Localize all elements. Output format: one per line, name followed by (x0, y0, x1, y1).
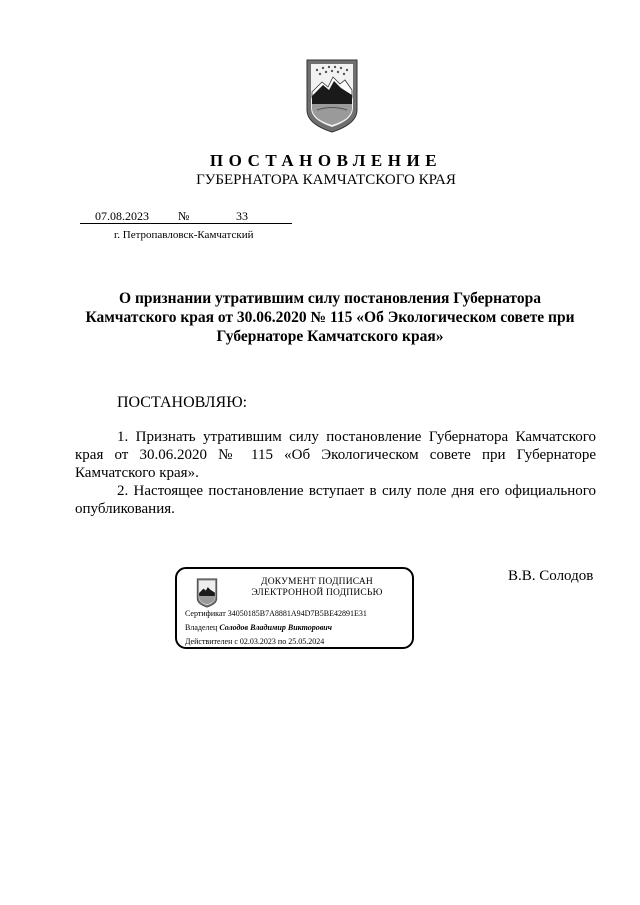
stamp-heading-line-2: ЭЛЕКТРОННОЙ ПОДПИСЬЮ (251, 588, 383, 598)
signer-name: В.В. Солодов (508, 568, 594, 584)
certificate-label: Сертификат (185, 609, 226, 618)
heading-line-2: Камчатского края от 30.06.2020 № 115 «Об Экологическом совете при (85, 309, 575, 326)
stamp-heading (231, 577, 403, 599)
owner-label: Владелец (185, 623, 218, 632)
decree-word: ПОСТАНОВЛЯЮ: (117, 394, 248, 411)
stamp-validity (185, 637, 324, 646)
heading-line-3: Губернаторе Камчатского края» (216, 328, 444, 345)
body-paragraph-1: 1. Признать утратившим силу постановление Губернатора Камчатского края от 30.06.2020 № 115 «Об Экологическом совете при Губернаторе Камчатского края». (75, 429, 596, 481)
document-heading (60, 289, 600, 346)
kamchatka-coat-of-arms-icon (303, 58, 361, 134)
document-body (75, 428, 596, 518)
body-paragraph-2: 2. Настоящее постановление вступает в силу поле дня его официального опубликования. (75, 483, 596, 517)
document-subtitle: ГУБЕРНАТОРА КАМЧАТСКОГО КРАЯ (196, 172, 456, 188)
document-date: 07.08.2023 (95, 209, 149, 223)
electronic-signature-stamp (175, 567, 414, 649)
document-number: 33 (236, 209, 248, 223)
heading-line-1: О признании утратившим силу постановления Губернатора (119, 290, 541, 307)
stamp-heading-line-1: ДОКУМЕНТ ПОДПИСАН (261, 577, 373, 587)
document-city: г. Петропавловск-Камчатский (114, 229, 254, 241)
certificate-value: 34050185B7A8881A94D7B5BE42891E31 (227, 609, 367, 618)
stamp-coat-of-arms-icon (195, 578, 219, 608)
owner-value: Солодов Владимир Викторович (219, 623, 332, 632)
date-number-underline (80, 223, 292, 224)
stamp-certificate (185, 609, 367, 618)
document-title: ПОСТАНОВЛЕНИЕ (209, 151, 443, 170)
validity-dates: с 02.03.2023 по 25.05.2024 (234, 637, 325, 646)
validity-label: Действителен (185, 637, 233, 646)
number-sign: № (178, 209, 190, 223)
stamp-owner (185, 623, 332, 632)
